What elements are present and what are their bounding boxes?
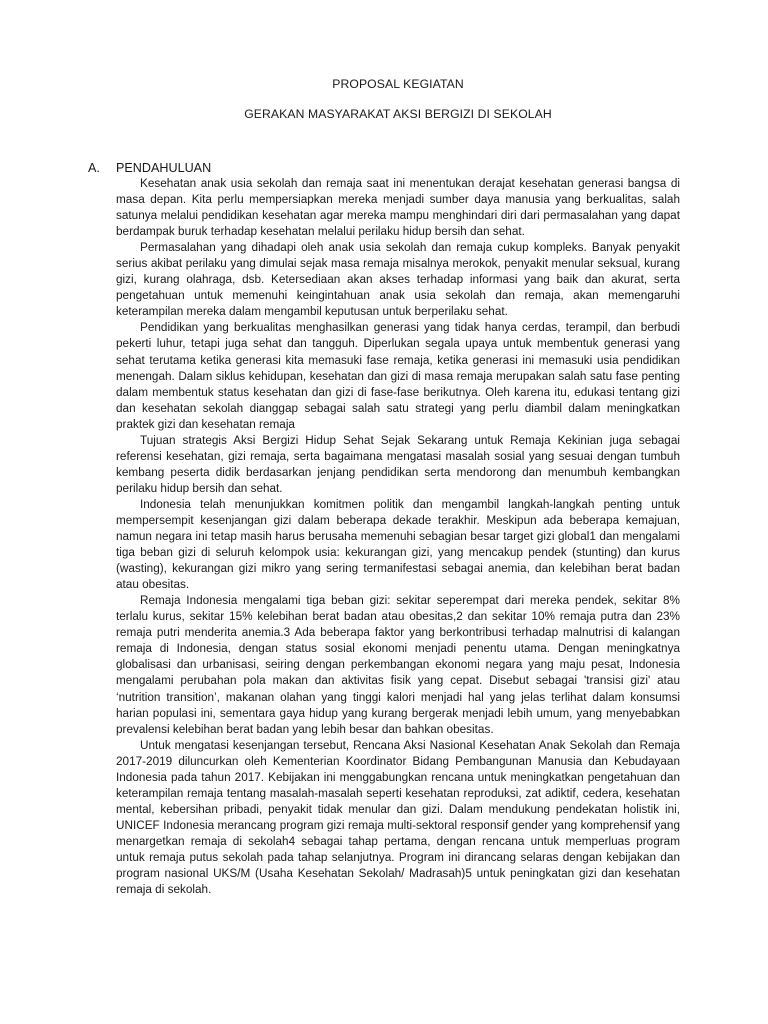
paragraph-3: Pendidikan yang berkualitas menghasilkan generasi yang tidak hanya cerdas, terampil, dan berbudi pekerti luhur, tetapi juga sehat dan tangguh. Diperlukan segala upaya untuk membentuk generasi yang sehat terutama ketika generasi kita memasuki fase remaja, ketika generasi ini memasuki usia pendidikan menengah. Dalam siklus kehidupan, kesehatan dan gizi di masa remaja merupakan salah satu fase penting dalam membentuk status kesehatan dan gizi di fase-fase berikutnya. Oleh karena itu, edukasi tentang gizi dan kesehatan sekolah dianggap sebagai salah satu strategi yang perlu diambil dalam meningkatkan praktek gizi dan kesehatan remaja — [116, 321, 680, 431]
section-body — [116, 176, 680, 898]
paragraph-6: Remaja Indonesia mengalami tiga beban gizi: sekitar seperempat dari mereka pendek, sekitar 8% terlalu kurus, sekitar 15% kelebihan berat badan atau obesitas,2 dan sekitar 10% remaja putra dan 23% remaja putri menderita anemia.3 Ada beberapa faktor yang berkontribusi terhadap malnutrisi di kalangan remaja di Indonesia, dengan status sosial ekonomi menjadi penentu utama. Dengan meningkatnya globalisasi dan urbanisasi, seiring dengan perkembangan ekonomi negara yang maju pesat, Indonesia mengalami perubahan pola makan dan aktivitas fisik yang cepat. Disebut sebagai 'transisi gizi' atau ‘nutrition transition’, makanan olahan yang tinggi kalori menjadi hal yang jelas terlihat dalam konsumsi harian populasi ini, sementara gaya hidup yang kurang bergerak menjadi lebih umum, yang menyebabkan prevalensi kelebihan berat badan yang lebih besar dan bahkan obesitas. — [116, 594, 680, 736]
paragraph-7: Untuk mengatasi kesenjangan tersebut, Rencana Aksi Nasional Kesehatan Anak Sekolah dan Remaja 2017-2019 diluncurkan oleh Kementerian Koordinator Bidang Pembangunan Manusia dan Kebudayaan Indonesia pada tahun 2017. Kebijakan ini menggabungkan rencana untuk meningkatkan pengetahuan dan keterampilan remaja tentang masalah-masalah seperti kesehatan reproduksi, zat adiktif, cedera, kesehatan mental, kebersihan pribadi, penyakit tidak menular dan gizi. Dalam mendukung pendekatan holistik ini, UNICEF Indonesia merancang program gizi remaja multi-sektoral responsif gender yang komprehensif yang menargetkan remaja di sekolah4 sebagai tahap pertama, dengan rencana untuk memperluas program untuk remaja putus sekolah pada tahap selanjutnya. Program ini dirancang selaras dengan kebijakan dan program nasional UKS/M (Usaha Kesehatan Sekolah/ Madrasah)5 untuk peningkatan gizi dan kesehatan remaja di sekolah. — [116, 738, 680, 897]
paragraph-1: Kesehatan anak usia sekolah dan remaja saat ini menentukan derajat kesehatan generasi bangsa di masa depan. Kita perlu mempersiapkan mereka menjadi sumber daya manusia yang berkualitas, salah satunya melalui pendidikan kesehatan agar mereka mampu menghindari diri dari permasalahan yang dapat berdampak buruk terhadap kesehatan melalui perilaku hidup bersih dan sehat. — [116, 177, 680, 239]
paragraph-2: Permasalahan yang dihadapi oleh anak usia sekolah dan remaja cukup kompleks. Banyak penyakit serius akibat perilaku yang dimulai sejak masa remaja misalnya merokok, penyakit menular seksual, kurang gizi, kurang olahraga, dsb. Ketersediaan akan akses terhadap informasi yang baik dan akurat, serta pengetahuan untuk memenuhi keingintahuan anak usia sekolah dan remaja, akan memengaruhi keterampilan mereka dalam mengambil keputusan untuk berperilaku sehat. — [116, 241, 680, 319]
document-subtitle: GERAKAN MASYARAKAT AKSI BERGIZI DI SEKOLAH — [244, 107, 552, 121]
section-number: A. — [88, 161, 100, 175]
document-title: PROPOSAL KEGIATAN — [332, 77, 464, 91]
paragraph-4: Tujuan strategis Aksi Bergizi Hidup Sehat Sejak Sekarang untuk Remaja Kekinian juga sebagai referensi kesehatan, gizi remaja, serta bagaimana mengatasi masalah sosial yang sesuai dengan tumbuh kembang peserta didik berdasarkan jenjang pendidikan serta mendorong dan menumbuh kembangkan perilaku hidup bersih dan sehat. — [116, 433, 680, 495]
section-heading — [88, 160, 680, 176]
paragraph-5: Indonesia telah menunjukkan komitmen politik dan mengambil langkah-langkah penting untuk mempersempit kesenjangan gizi dalam beberapa dekade terakhir. Meskipun ada beberapa kemajuan, namun negara ini tetap masih harus berusaha memenuhi sebagian besar target gizi global1 dan mengalami tiga beban gizi di seluruh kelompok usia: kekurangan gizi, yang mencakup pendek (stunting) dan kurus (wasting), kekurangan gizi mikro yang sering termanifestasi sebagai anemia, dan kelebihan berat badan atau obesitas. — [116, 497, 680, 592]
section-title: PENDAHULUAN — [116, 161, 212, 175]
